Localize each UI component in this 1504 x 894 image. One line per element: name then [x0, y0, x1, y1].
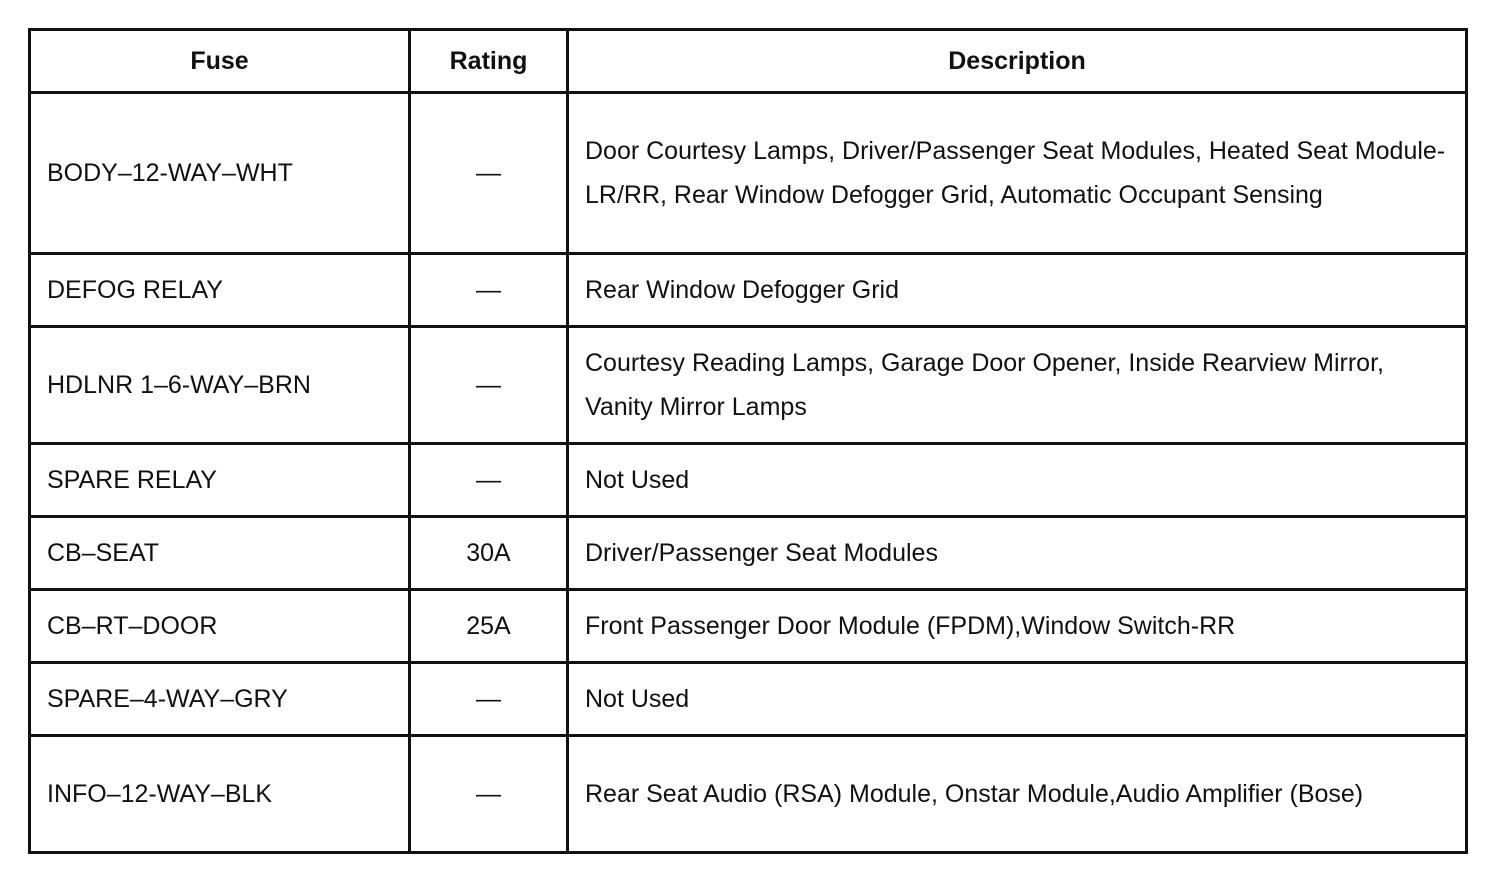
- rating-cell: 30A: [410, 517, 568, 590]
- table-row: [30, 93, 1467, 254]
- rating-cell: —: [410, 93, 568, 254]
- table-row: [30, 327, 1467, 444]
- fuse-cell: INFO–12-WAY–BLK: [30, 736, 410, 853]
- fuse-cell: BODY–12-WAY–WHT: [30, 93, 410, 254]
- table-header-row: [30, 30, 1467, 93]
- table-row: [30, 736, 1467, 853]
- rating-cell: —: [410, 736, 568, 853]
- description-cell: Driver/Passenger Seat Modules: [568, 517, 1467, 590]
- table-row: [30, 444, 1467, 517]
- description-cell: Door Courtesy Lamps, Driver/Passenger Seat Modules, Heated Seat Module-LR/RR, Rear Window Defogger Grid, Automatic Occupant Sensing: [568, 93, 1467, 254]
- header-description: Description: [568, 30, 1467, 93]
- rating-cell: —: [410, 327, 568, 444]
- fuse-table: [28, 28, 1468, 854]
- fuse-cell: DEFOG RELAY: [30, 254, 410, 327]
- rating-cell: —: [410, 663, 568, 736]
- fuse-cell: CB–SEAT: [30, 517, 410, 590]
- table-row: [30, 517, 1467, 590]
- fuse-cell: SPARE RELAY: [30, 444, 410, 517]
- description-cell: Front Passenger Door Module (FPDM),Window Switch-RR: [568, 590, 1467, 663]
- rating-cell: 25A: [410, 590, 568, 663]
- fuse-cell: CB–RT–DOOR: [30, 590, 410, 663]
- header-fuse: Fuse: [30, 30, 410, 93]
- description-cell: Rear Seat Audio (RSA) Module, Onstar Module,Audio Amplifier (Bose): [568, 736, 1467, 853]
- description-cell: Not Used: [568, 663, 1467, 736]
- table-row: [30, 663, 1467, 736]
- rating-cell: —: [410, 254, 568, 327]
- description-cell: Courtesy Reading Lamps, Garage Door Opener, Inside Rearview Mirror, Vanity Mirror Lamps: [568, 327, 1467, 444]
- header-rating: Rating: [410, 30, 568, 93]
- description-cell: Not Used: [568, 444, 1467, 517]
- description-cell: Rear Window Defogger Grid: [568, 254, 1467, 327]
- table-row: [30, 590, 1467, 663]
- table-row: [30, 254, 1467, 327]
- fuse-cell: HDLNR 1–6-WAY–BRN: [30, 327, 410, 444]
- fuse-cell: SPARE–4-WAY–GRY: [30, 663, 410, 736]
- rating-cell: —: [410, 444, 568, 517]
